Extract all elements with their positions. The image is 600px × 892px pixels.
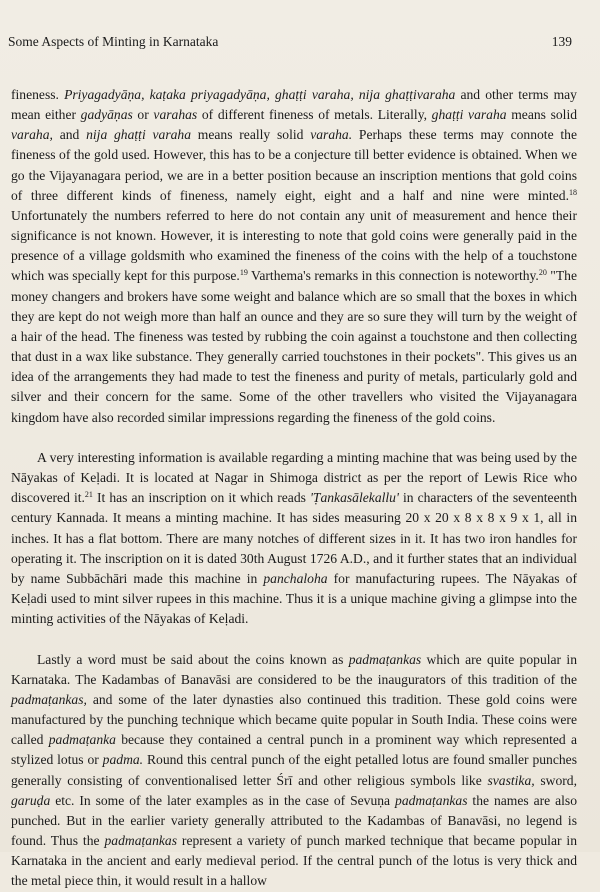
text-run: or [132,107,154,123]
text-run: Varthema's remarks in this connection is noteworthy. [247,268,539,284]
text-run: represent a variety of punch marked technique that became popular in Karnataka in the ancient and early medieval period. If the central punch of the lotus is very thick and the metal piece thin, it would result in a hallow [11,833,578,889]
italic-term: varaha. [310,127,353,143]
text-run: etc. In some of the later examples as in the case of Sevuṇa [50,792,396,808]
footnote-ref: 20 [538,268,547,278]
italic-term: panchaloha [263,570,328,586]
italic-term: padmaṭankas, [11,691,87,707]
italic-term: padmaṭankas [104,833,177,849]
text-run: means really solid [191,127,311,143]
text-run: and some of the later dynasties also continued this tradition. These gold coins were manufactured by the punching technique which became quite popular in South India. These coins were called [11,691,577,748]
footnote-ref: 21 [84,490,93,500]
text-run: and [52,127,87,143]
text-run: It has an inscription on it which reads [92,490,310,506]
italic-term: padma. [102,752,144,768]
italic-term: 'Ṭankasālekallu' [310,490,399,506]
italic-term: gadyāṇas [80,107,133,123]
italic-term: padmaṭankas [395,792,468,808]
italic-term: nija ghaṭṭi varaha [86,127,192,143]
text-run: A very interesting information is available regarding a minting machine that was being used by the Nāyakas of Keḷadi. It is located at Nagar in Shimoga district as per the report of Lewis Rice who discovered it. [11,449,577,506]
text-run: of different fineness of metals. Literally, [197,107,432,123]
footnote-ref: 18 [569,187,577,197]
italic-term: Priyagadyāṇa, kaṭaka priyagadyāṇa, ghaṭṭi varaha, nija ghaṭṭivaraha [64,87,456,102]
text-run: because they contained a central punch in a prominent way which represented a stylized lotus or [11,732,577,768]
italic-term: varahas [153,107,198,123]
italic-term: varaha, [11,127,53,143]
text-run: sword, [534,772,577,788]
body-text [11,85,577,892]
paragraph-1 [11,85,577,428]
text-run: "The money changers and brokers have some weight and balance which are so small that the boxes in which they are kept do not weigh more than half an ounce and they are so sure they will turn by the weight of a hair of the head. The fineness was tested by rubbing the coin against a touchstone and then collecting that dust in a wax like substance. They generally carried touchstones in their pockets". This gives us an idea of the arrangements they had made to test the fineness and purity of metals, particularly gold and silver and their concern for the same. Some of the other travellers who visited the Vijayanagara kingdom have also recorded similar impressions regarding the fineness of the gold coins. [11,268,577,425]
italic-term: svastika, [487,772,535,788]
page-number: 139 [551,34,572,49]
paragraph-2 [11,448,577,629]
text-run: Unfortunately the numbers referred to here do not contain any unit of measurement and hence their significance is not known. However, it is interesting to note that gold coins were generally paid in the presence of a village goldsmith who examined the fineness of the coins with the help of a touchstone which was specially kept for this purpose. [11,207,577,284]
text-run: Perhaps these terms may connote the fineness of the gold used. However, this has to be a conjecture till better evidence is obtained. When we go the Vijayanagara period, we are in a better position because an inscription mentions that gold coins of three different kinds of fineness, namely eight, eight and a half and nine were minted. [11,127,577,203]
text-run: which are quite popular in Karnataka. The Kadambas of Banavāsi are considered to be the inaugurators of this tradition of the [11,651,578,687]
text-run: and other terms may mean either [11,87,577,123]
text-run: means solid [506,107,578,123]
text-run: fineness. [11,87,65,102]
italic-term: padmaṭankas [348,651,422,667]
paragraph-3 [11,650,577,892]
text-run: Round this central punch of the eight petalled lotus are found smaller punches generally consisting of conventionalised letter Śrī and other religious symbols like [11,752,577,788]
running-title: Some Aspects of Minting in Karnataka [8,34,219,49]
text-run: the names are also punched. But in the earlier variety generally attributed to the Kadambas of Banavāsi, no legend is found. Thus the [11,792,578,849]
text-run: in characters of the seventeenth century Kannada. It means a minting machine. It has sides measuring 20 x 20 x 8 x 8 x 9 x 1, all in inches. It has a flat bottom. There are many notches of different sizes in it. It has two iron handles for operating it. The inscription on it is dated 30th August 1726 A.D., and it further states that an individual by name Subbāchāri made this machine in [11,490,577,586]
italic-term: padmaṭanka [48,732,116,748]
text-run: for manufacturing rupees. The Nāyakas of Keḷadi used to mint silver rupees in this machine. Thus it is a unique machine giving a glimpse into the minting activities of the Nāyakas of Keḷadi. [11,570,577,627]
footnote-ref: 19 [239,268,248,278]
italic-term: ghaṭṭi varaha [431,107,507,123]
running-head [8,33,572,51]
italic-term: garuḍa [11,792,51,808]
text-run: Lastly a word must be said about the coins known as [37,651,349,667]
